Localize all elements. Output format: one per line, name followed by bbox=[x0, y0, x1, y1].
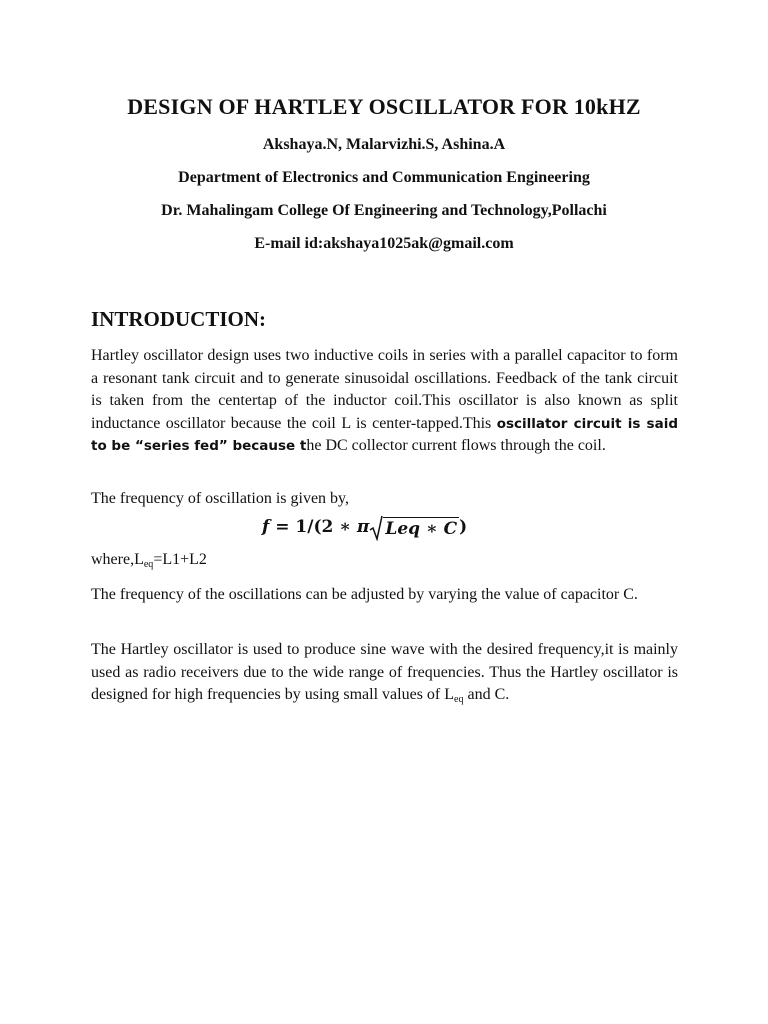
paper-title: DESIGN OF HARTLEY OSCILLATOR FOR 10kHZ bbox=[127, 94, 641, 119]
para1-text-b: he DC collector current flows through the coil. bbox=[306, 437, 606, 454]
formula-radicand: Leq ∗ C bbox=[385, 519, 458, 539]
frequency-intro-line: The frequency of oscillation is given by, bbox=[91, 490, 349, 507]
para3-text-b: and C. bbox=[463, 686, 510, 703]
formula-close: ) bbox=[459, 517, 468, 537]
para1-text-a: Hartley oscillator design uses two inductive coils in series with a parallel capacitor to form a resonant tank circuit and to generate sinusoidal oscillations. Feedback of the tank circuit is taken from the centertap of the inductor coil.This oscillator is also known as split inductance oscillator because the coil L is center-tapped.This bbox=[91, 347, 678, 432]
college-line: Dr. Mahalingam College Of Engineering and Technology,Pollachi bbox=[161, 202, 607, 219]
radical-sign-icon bbox=[369, 515, 383, 539]
para3-subscript: eq bbox=[454, 694, 464, 705]
formula-prefix: 1/(2 ∗ bbox=[295, 517, 357, 537]
email-line: E-mail id:akshaya1025ak@gmail.com bbox=[254, 235, 514, 252]
intro-paragraph-1 bbox=[91, 345, 678, 458]
formula-equals: = bbox=[269, 517, 296, 537]
where-subscript: eq bbox=[143, 559, 154, 570]
section-heading-introduction: INTRODUCTION: bbox=[91, 307, 267, 331]
formula-lhs: f bbox=[262, 517, 270, 537]
where-suffix: =L1+L2 bbox=[153, 551, 207, 568]
intro-paragraph-2: The frequency of the oscillations can be adjusted by varying the value of capacitor C. bbox=[91, 586, 638, 603]
intro-paragraph-3 bbox=[91, 639, 678, 707]
where-definition bbox=[91, 551, 207, 569]
department-line: Department of Electronics and Communication Engineering bbox=[178, 169, 590, 186]
author-list: Akshaya.N, Malarvizhi.S, Ashina.A bbox=[262, 136, 506, 153]
frequency-formula bbox=[262, 512, 467, 542]
formula-sqrt bbox=[369, 515, 459, 539]
formula-pi: π bbox=[356, 517, 370, 537]
where-prefix: where,L bbox=[91, 551, 144, 568]
para3-text-a: The Hartley oscillator is used to produce sine wave with the desired frequency,it is mainly used as radio receivers due to the wide range of frequencies. Thus the Hartley oscillator is designed for high frequencies by using small values of L bbox=[91, 641, 678, 703]
para1-bold-text: oscillator circuit is said to be “series fed” because t bbox=[91, 415, 678, 454]
